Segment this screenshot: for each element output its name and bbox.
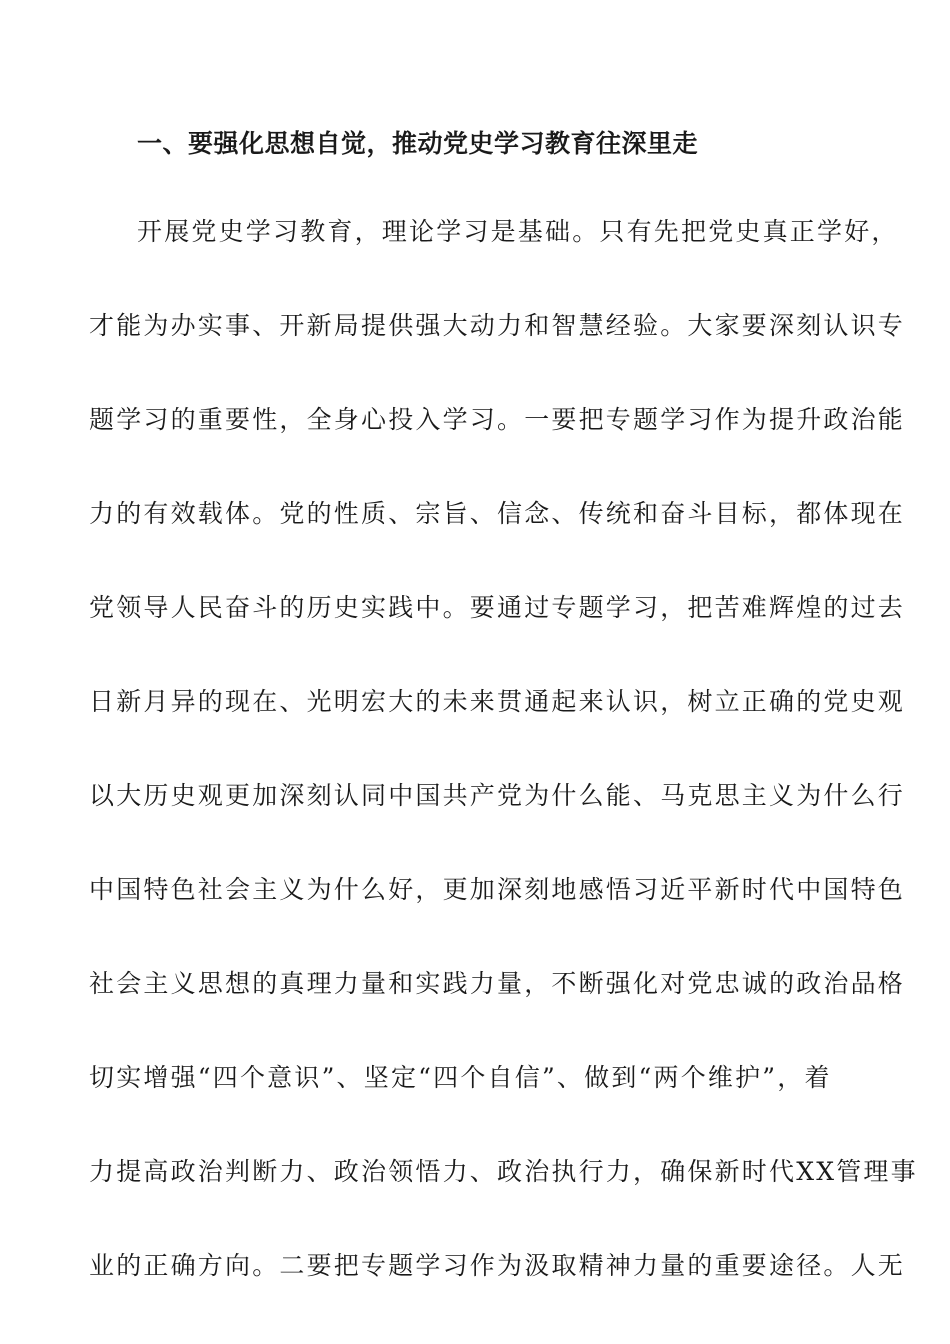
paragraph-line: 才能为办实事、开新局提供强大动力和智慧经验。大家要深刻认识专	[89, 311, 906, 340]
paragraph-line: 日新月异的现在、光明宏大的未来贯通起来认识，树立正确的党史观	[89, 687, 906, 716]
paragraph-line: 开展党史学习教育，理论学习是基础。只有先把党史真正学好，	[137, 217, 899, 246]
paragraph-line: 以大历史观更加深刻认同中国共产党为什么能、马克思主义为什么行	[89, 781, 906, 810]
body-paragraph	[89, 212, 918, 1340]
paragraph-line: 力的有效载体。党的性质、宗旨、信念、传统和奋斗目标，都体现在	[89, 499, 906, 528]
paragraph-line: 切实增强“四个意识”、坚定“四个自信”、做到“两个维护”，着	[89, 1063, 832, 1092]
paragraph-line: 社会主义思想的真理力量和实践力量，不断强化对党忠诚的政治品格	[89, 969, 906, 998]
paragraph-line: 力提高政治判断力、政治领悟力、政治执行力，确保新时代XX管理事	[89, 1157, 918, 1186]
paragraph-line: 题学习的重要性，全身心投入学习。一要把专题学习作为提升政治能	[89, 405, 906, 434]
paragraph-line: 业的正确方向。二要把专题学习作为汲取精神力量的重要途径。人无	[89, 1251, 906, 1280]
paragraph-line: 党领导人民奋斗的历史实践中。要通过专题学习，把苦难辉煌的过去	[89, 593, 906, 622]
section-heading: 一、要强化思想自觉，推动党史学习教育往深里走	[137, 129, 699, 158]
paragraph-line: 中国特色社会主义为什么好，更加深刻地感悟习近平新时代中国特色	[89, 875, 906, 904]
